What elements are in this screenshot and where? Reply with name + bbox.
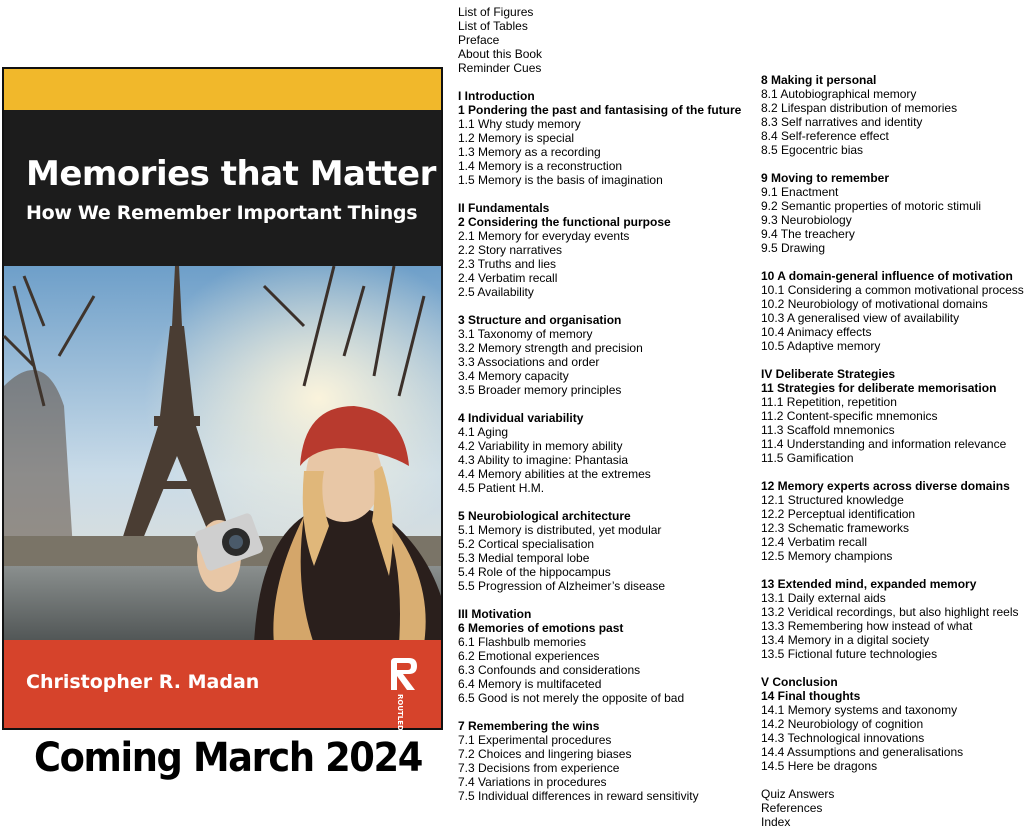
toc-heading: 2 Considering the functional purpose <box>458 215 671 229</box>
toc-entry: 14.3 Technological innovations <box>761 731 925 745</box>
toc-entry: 13.1 Daily external aids <box>761 591 886 605</box>
toc-entry: 9.5 Drawing <box>761 241 826 255</box>
toc-entry: 7.5 Individual differences in reward sensitivity <box>458 789 699 803</box>
toc-entry: 11.3 Scaffold mnemonics <box>761 423 895 437</box>
toc-entry: 3.5 Broader memory principles <box>458 383 622 397</box>
toc-entry: 13.4 Memory in a digital society <box>761 633 930 647</box>
toc-heading: 9 Moving to remember <box>761 171 890 185</box>
toc-entry: 11.5 Gamification <box>761 451 854 465</box>
toc-entry: References <box>761 801 823 815</box>
toc-entry: 12.1 Structured knowledge <box>761 493 904 507</box>
toc-entry: 13.2 Veridical recordings, but also highlight reels <box>761 605 1019 619</box>
toc-entry: 4.2 Variability in memory ability <box>458 439 623 453</box>
toc-entry: 13.5 Fictional future technologies <box>761 647 938 661</box>
toc-spacer <box>761 465 1024 479</box>
toc-entry: 12.5 Memory champions <box>761 549 893 563</box>
toc-entry: 4.5 Patient H.M. <box>458 481 545 495</box>
toc-entry: 5.4 Role of the hippocampus <box>458 565 611 579</box>
toc-entry: 3.3 Associations and order <box>458 355 600 369</box>
toc-entry: 9.2 Semantic properties of motoric stimuli <box>761 199 982 213</box>
book-title: Memories that Matter <box>26 154 436 194</box>
cover-top-band <box>4 69 441 110</box>
toc-heading: V Conclusion <box>761 675 838 689</box>
coming-soon-banner: Coming March 2024 <box>34 735 422 781</box>
toc-entry: 14.1 Memory systems and taxonomy <box>761 703 958 717</box>
toc-entry: 7.3 Decisions from experience <box>458 761 620 775</box>
toc-spacer <box>458 299 741 313</box>
toc-entry: 2.3 Truths and lies <box>458 257 557 271</box>
toc-heading: IV Deliberate Strategies <box>761 367 896 381</box>
toc-entry: 9.1 Enactment <box>761 185 839 199</box>
toc-entry: 9.3 Neurobiology <box>761 213 852 227</box>
toc-heading: 6 Memories of emotions past <box>458 621 624 635</box>
toc-entry: 6.4 Memory is multifaceted <box>458 677 602 691</box>
cover-title-area <box>4 110 441 266</box>
toc-heading: 1 Pondering the past and fantasising of the future <box>458 103 742 117</box>
toc-entry: 2.4 Verbatim recall <box>458 271 558 285</box>
toc-entry: 11.2 Content-specific mnemonics <box>761 409 938 423</box>
toc-spacer <box>761 773 1024 787</box>
toc-entry: List of Figures <box>458 5 534 19</box>
cover-bottom-band <box>4 640 441 742</box>
toc-spacer <box>458 495 741 509</box>
toc-entry: 12.4 Verbatim recall <box>761 535 868 549</box>
toc-heading: 11 Strategies for deliberate memorisation <box>761 381 997 395</box>
toc-entry: 7.4 Variations in procedures <box>458 775 607 789</box>
paris-photo-illustration <box>4 266 441 644</box>
toc-entry: 8.1 Autobiographical memory <box>761 87 917 101</box>
toc-entry: 6.1 Flashbulb memories <box>458 635 587 649</box>
toc-entry: 13.3 Remembering how instead of what <box>761 619 973 633</box>
book-subtitle: How We Remember Important Things <box>26 202 418 224</box>
toc-spacer <box>761 661 1024 675</box>
routledge-logo-icon <box>387 654 421 742</box>
toc-entry: 12.3 Schematic frameworks <box>761 521 910 535</box>
toc-entry: 14.5 Here be dragons <box>761 759 878 773</box>
toc-entry: 10.3 A generalised view of availability <box>761 311 960 325</box>
toc-heading: 7 Remembering the wins <box>458 719 600 733</box>
toc-entry: About this Book <box>458 47 543 61</box>
toc-column-left <box>458 5 741 803</box>
toc-spacer <box>458 397 741 411</box>
toc-spacer <box>761 353 1024 367</box>
toc-entry: 4.1 Aging <box>458 425 509 439</box>
toc-heading: 5 Neurobiological architecture <box>458 509 631 523</box>
toc-entry: 11.1 Repetition, repetition <box>761 395 897 409</box>
toc-entry: 1.1 Why study memory <box>458 117 581 131</box>
toc-entry: 11.4 Understanding and information relevance <box>761 437 1007 451</box>
toc-heading: 14 Final thoughts <box>761 689 861 703</box>
toc-entry: 5.2 Cortical specialisation <box>458 537 595 551</box>
toc-entry: 2.2 Story narratives <box>458 243 563 257</box>
toc-spacer <box>458 187 741 201</box>
toc-entry: 8.4 Self-reference effect <box>761 129 889 143</box>
toc-entry: 5.5 Progression of Alzheimer’s disease <box>458 579 665 593</box>
toc-entry: 12.2 Perceptual identification <box>761 507 916 521</box>
cover-photo <box>4 266 441 644</box>
toc-heading: 8 Making it personal <box>761 73 877 87</box>
toc-entry: List of Tables <box>458 19 528 33</box>
toc-entry: 8.2 Lifespan distribution of memories <box>761 101 958 115</box>
toc-heading: 13 Extended mind, expanded memory <box>761 577 977 591</box>
toc-entry: 10.1 Considering a common motivational process <box>761 283 1024 297</box>
toc-entry: 2.5 Availability <box>458 285 534 299</box>
toc-entry: 5.3 Medial temporal lobe <box>458 551 590 565</box>
toc-entry: Preface <box>458 33 500 47</box>
book-cover <box>2 67 443 742</box>
toc-heading: 12 Memory experts across diverse domains <box>761 479 1010 493</box>
toc-spacer <box>458 705 741 719</box>
toc-entry: 10.4 Animacy effects <box>761 325 872 339</box>
toc-entry: 1.5 Memory is the basis of imagination <box>458 173 663 187</box>
toc-entry: 5.1 Memory is distributed, yet modular <box>458 523 662 537</box>
toc-entry: Quiz Answers <box>761 787 835 801</box>
toc-entry: 1.2 Memory is special <box>458 131 575 145</box>
toc-entry: 6.2 Emotional experiences <box>458 649 600 663</box>
toc-heading: II Fundamentals <box>458 201 550 215</box>
toc-spacer <box>761 563 1024 577</box>
toc-entry: 10.5 Adaptive memory <box>761 339 881 353</box>
toc-heading: 4 Individual variability <box>458 411 584 425</box>
toc-entry: 4.3 Ability to imagine: Phantasia <box>458 453 629 467</box>
toc-entry: 3.1 Taxonomy of memory <box>458 327 593 341</box>
toc-entry: 3.2 Memory strength and precision <box>458 341 643 355</box>
toc-entry: 14.4 Assumptions and generalisations <box>761 745 964 759</box>
toc-entry: 2.1 Memory for everyday events <box>458 229 630 243</box>
toc-heading: 10 A domain-general influence of motivation <box>761 269 1013 283</box>
toc-entry: 7.2 Choices and lingering biases <box>458 747 632 761</box>
toc-spacer <box>761 157 1024 171</box>
toc-entry: Reminder Cues <box>458 61 542 75</box>
toc-entry: Index <box>761 815 791 829</box>
toc-heading: I Introduction <box>458 89 535 103</box>
toc-heading: 3 Structure and organisation <box>458 313 622 327</box>
toc-heading: III Motivation <box>458 607 532 621</box>
toc-entry: 10.2 Neurobiology of motivational domains <box>761 297 988 311</box>
book-author: Christopher R. Madan <box>26 671 260 693</box>
toc-entry: 4.4 Memory abilities at the extremes <box>458 467 651 481</box>
toc-entry: 1.4 Memory is a reconstruction <box>458 159 623 173</box>
toc-entry: 7.1 Experimental procedures <box>458 733 612 747</box>
toc-entry: 14.2 Neurobiology of cognition <box>761 717 924 731</box>
toc-entry: 9.4 The treachery <box>761 227 855 241</box>
toc-entry: 8.5 Egocentric bias <box>761 143 864 157</box>
toc-entry: 6.5 Good is not merely the opposite of bad <box>458 691 685 705</box>
toc-spacer <box>761 255 1024 269</box>
toc-entry: 3.4 Memory capacity <box>458 369 569 383</box>
publisher-name: ROUTLEDGE <box>396 694 404 742</box>
toc-entry: 8.3 Self narratives and identity <box>761 115 923 129</box>
toc-entry: 1.3 Memory as a recording <box>458 145 601 159</box>
toc-entry: 6.3 Confounds and considerations <box>458 663 641 677</box>
toc-spacer <box>458 593 741 607</box>
toc-column-right <box>761 73 1024 829</box>
toc-spacer <box>458 75 741 89</box>
